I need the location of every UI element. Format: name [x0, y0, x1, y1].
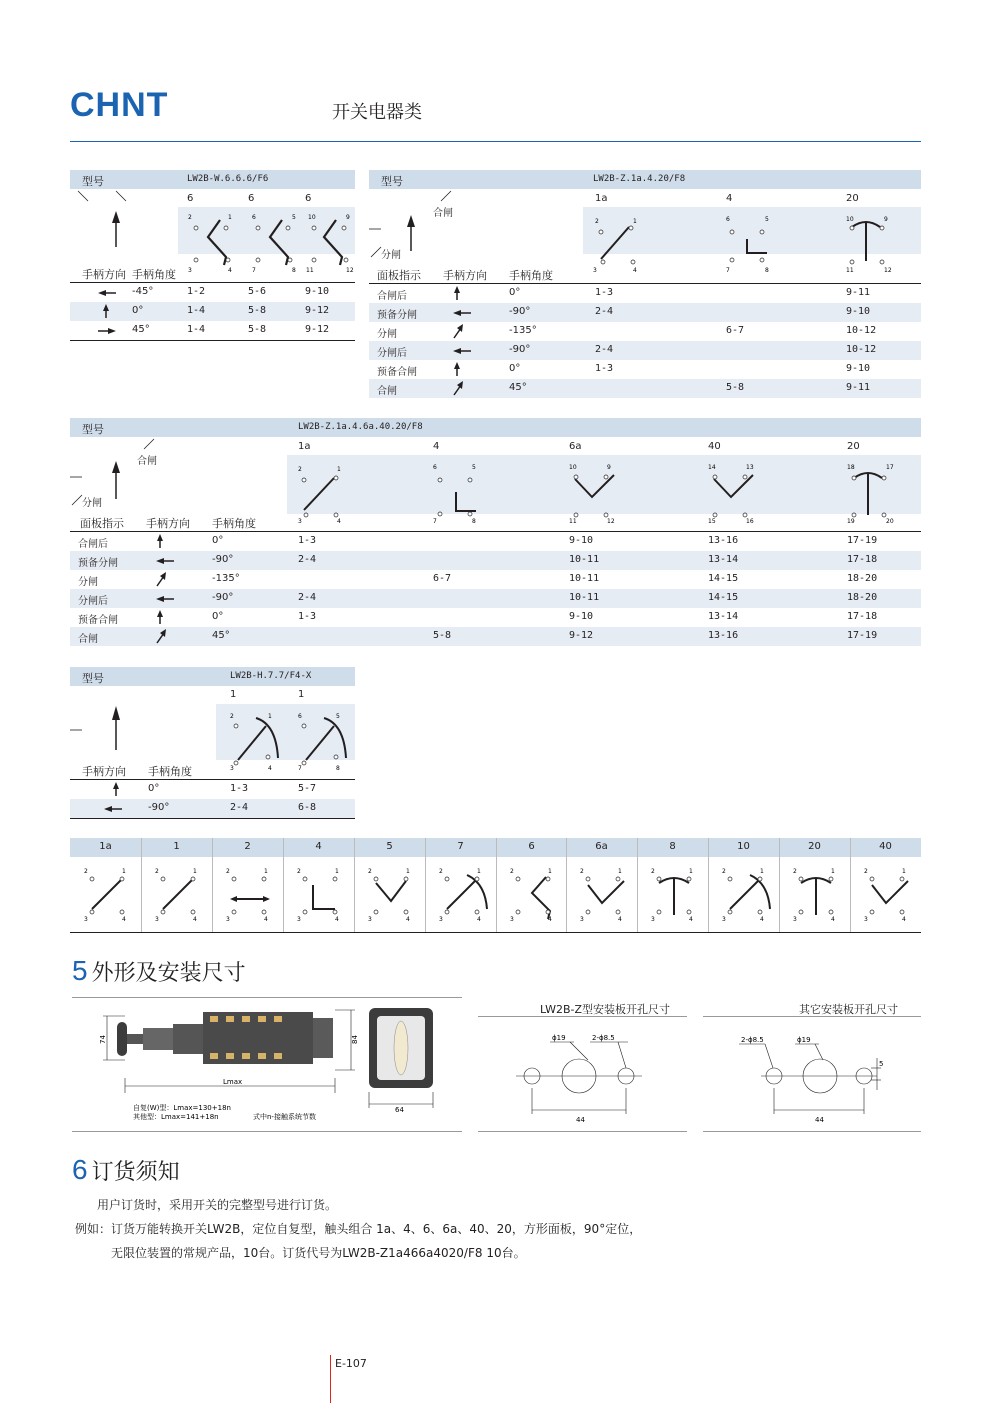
- label-open: 分闸: [381, 250, 401, 261]
- col-handle-direction: 手柄方向: [82, 268, 126, 281]
- col-panel-indicator: 面板指示: [377, 269, 421, 282]
- panel-indicator: 预备分闸: [377, 310, 417, 321]
- arrow-up-icon: [100, 303, 112, 319]
- arrow-left-icon: [154, 593, 176, 605]
- contact-cell: 1-3: [298, 535, 317, 546]
- switch-outline-drawing: [95, 998, 445, 1128]
- panel-indicator: 分闸: [78, 577, 98, 588]
- svg-text:2: 2: [226, 868, 230, 875]
- contact-cell: 2-4: [298, 592, 317, 603]
- contact-cell: 14-15: [708, 592, 739, 603]
- col-panel-indicator: 面板指示: [80, 517, 124, 530]
- svg-text:11: 11: [846, 267, 854, 274]
- table-row: [70, 551, 921, 570]
- dim-44-label: 44: [815, 1116, 824, 1124]
- svg-text:17: 17: [886, 464, 894, 471]
- svg-text:6: 6: [726, 216, 730, 223]
- label-close: 合闸: [433, 208, 453, 219]
- arrow-left-icon: [96, 287, 118, 299]
- svg-text:6: 6: [433, 464, 437, 471]
- chnt-logo: CHNT: [70, 86, 169, 124]
- order-example-1: 例如：订货万能转换开关LW2B，定位自复型，触头组合 1a、4、6、6a、40、20，方形面板，90°定位，: [75, 1222, 642, 1236]
- svg-text:1: 1: [335, 868, 339, 875]
- svg-text:3: 3: [188, 267, 192, 274]
- panel-indicator: 合闸后: [377, 291, 407, 302]
- table-row: [369, 360, 921, 379]
- col-handle-direction: 手柄方向: [82, 765, 126, 778]
- col-head: 6: [248, 193, 255, 204]
- col-head: 6: [305, 193, 312, 204]
- page-number-bar: [330, 1355, 331, 1403]
- table-row: [369, 322, 921, 341]
- svg-text:8: 8: [336, 765, 340, 772]
- svg-text:12: 12: [346, 267, 354, 274]
- contact-cell: 13-16: [708, 535, 739, 546]
- header-rule: [70, 141, 921, 142]
- svg-text:4: 4: [477, 916, 481, 923]
- lmax-note-2: 其他型：Lmax=141+18n: [133, 1113, 219, 1121]
- arrow-up-icon: [110, 781, 122, 797]
- svg-text:15: 15: [708, 518, 716, 525]
- table-row: 0° 1-4 5-8 9-12: [70, 302, 355, 321]
- contact-cell: 2-4: [595, 306, 614, 317]
- contact-type-legend: [70, 838, 921, 933]
- panel-indicator: 合闸: [377, 386, 397, 397]
- arrow-up-icon: [451, 361, 463, 377]
- model-code: LW2B-W.6.6.6/F6: [187, 174, 269, 184]
- svg-text:1: 1: [618, 868, 622, 875]
- panel-indicator: 预备分闸: [78, 558, 118, 569]
- svg-text:2: 2: [297, 868, 301, 875]
- svg-text:2: 2: [155, 868, 159, 875]
- svg-text:4: 4: [633, 267, 637, 274]
- col-handle-angle: 手柄角度: [148, 765, 192, 778]
- legend-type-label: 4: [315, 841, 322, 852]
- dim-44-label: 44: [576, 1116, 585, 1124]
- svg-text:4: 4: [548, 916, 552, 923]
- svg-text:2: 2: [595, 218, 599, 225]
- svg-text:4: 4: [228, 267, 232, 274]
- contact-cell: 2-4: [595, 344, 614, 355]
- handle-angle: 0°: [212, 535, 224, 546]
- section-5-title: 5 外形及安装尺寸: [72, 955, 246, 986]
- cutout-other-drawing: [703, 1018, 921, 1128]
- svg-text:3: 3: [226, 916, 230, 923]
- contact-cell: 13-16: [708, 630, 739, 641]
- svg-text:2: 2: [298, 466, 302, 473]
- svg-text:3: 3: [580, 916, 584, 923]
- contact-cell: 1-3: [298, 611, 317, 622]
- svg-text:4: 4: [618, 916, 622, 923]
- legend-type-label: 8: [669, 841, 676, 852]
- contact-cell: 14-15: [708, 573, 739, 584]
- contact-cell: 1-3: [595, 363, 614, 374]
- svg-text:3: 3: [793, 916, 797, 923]
- contact-diagram-8: [637, 857, 708, 933]
- svg-text:5: 5: [336, 713, 340, 720]
- contact-cell: 9-10: [569, 611, 594, 622]
- svg-text:2: 2: [722, 868, 726, 875]
- svg-text:3: 3: [510, 916, 514, 923]
- contact-diagram-5: [354, 857, 425, 933]
- panel-indicator: 分闸后: [377, 348, 407, 359]
- model-code: LW2B-Z.1a.4.20/F8: [593, 174, 686, 184]
- svg-text:2: 2: [510, 868, 514, 875]
- svg-text:1: 1: [406, 868, 410, 875]
- svg-text:4: 4: [831, 916, 835, 923]
- svg-text:3: 3: [722, 916, 726, 923]
- label-open: 分闸: [82, 498, 102, 509]
- dim-hole-label: 2-ϕ8.5: [741, 1036, 764, 1044]
- col-head: 1a: [595, 193, 608, 204]
- table-row: [70, 532, 921, 551]
- svg-text:1: 1: [337, 466, 341, 473]
- contact-cell: 9-10: [846, 363, 871, 374]
- contact-cell: 5-8: [433, 630, 452, 641]
- handle-angle: 0°: [509, 287, 521, 298]
- lmax-note-1: 自复(W)型：Lmax=130+18n: [133, 1104, 231, 1112]
- svg-text:20: 20: [886, 518, 894, 525]
- arrow-left-icon: [102, 803, 124, 815]
- svg-text:3: 3: [439, 916, 443, 923]
- svg-text:13: 13: [746, 464, 754, 471]
- svg-text:3: 3: [84, 916, 88, 923]
- dim-phi19-label: ϕ19: [797, 1036, 811, 1044]
- table-row: [369, 303, 921, 322]
- contact-cell: 6-7: [433, 573, 452, 584]
- order-example-2: 无限位装置的常规产品，10台。订货代号为LW2B-Z1a466a4020/F8 10台。: [111, 1246, 526, 1260]
- table-row: [70, 570, 921, 589]
- table-lw2b-z-1a-4-20: [369, 170, 921, 398]
- handle-angle: -90°: [509, 306, 531, 317]
- panel-indicator: 预备合闸: [78, 615, 118, 626]
- table-lw2b-w: [70, 170, 355, 342]
- contact-cell: 18-20: [847, 573, 878, 584]
- svg-text:4: 4: [337, 518, 341, 525]
- model-label: 型号: [82, 175, 104, 188]
- svg-text:1: 1: [689, 868, 693, 875]
- col-head: 6a: [569, 441, 582, 452]
- table-lw2b-z-1a-4-6a-40-20: [70, 418, 921, 646]
- contact-cell: 5-8: [726, 382, 745, 393]
- legend-type-label: 7: [457, 841, 464, 852]
- contact-cell: 6-7: [726, 325, 745, 336]
- svg-text:4: 4: [406, 916, 410, 923]
- svg-text:2: 2: [188, 214, 192, 221]
- table-row: [369, 379, 921, 398]
- panel-indicator: 分闸后: [78, 596, 108, 607]
- arrow-right-icon: [96, 325, 118, 337]
- contact-cell: 10-12: [846, 325, 877, 336]
- arrow-diagonal-icon: [154, 571, 168, 587]
- svg-text:2: 2: [793, 868, 797, 875]
- contact-cell: 17-19: [847, 630, 878, 641]
- svg-text:11: 11: [306, 267, 314, 274]
- dim-lmax-label: Lmax: [223, 1078, 243, 1086]
- arrow-diagonal-icon: [451, 380, 465, 396]
- contact-diagram-4: [283, 857, 354, 933]
- svg-text:4: 4: [902, 916, 906, 923]
- svg-text:7: 7: [298, 765, 302, 772]
- svg-text:2: 2: [84, 868, 88, 875]
- svg-text:5: 5: [472, 464, 476, 471]
- model-label: 型号: [381, 175, 403, 188]
- svg-text:1: 1: [268, 713, 272, 720]
- svg-text:10: 10: [846, 216, 854, 223]
- arrow-left-icon: [451, 307, 473, 319]
- panel-indicator: 分闸: [377, 329, 397, 340]
- table-row: -45° 1-2 5-6 9-10: [70, 283, 355, 302]
- col-handle-angle: 手柄角度: [212, 517, 256, 530]
- contact-cell: 13-14: [708, 611, 739, 622]
- svg-text:6: 6: [252, 214, 256, 221]
- svg-text:1: 1: [477, 868, 481, 875]
- svg-text:1: 1: [760, 868, 764, 875]
- col-handle-angle: 手柄角度: [132, 268, 176, 281]
- svg-text:19: 19: [847, 518, 855, 525]
- contact-cell: 13-14: [708, 554, 739, 565]
- table-row: [369, 341, 921, 360]
- col-head: 4: [433, 441, 440, 452]
- svg-text:7: 7: [433, 518, 437, 525]
- handle-diagram-t3: [70, 435, 921, 525]
- col-head: 40: [708, 441, 721, 452]
- contact-cell: 10-11: [569, 592, 600, 603]
- col-handle-direction: 手柄方向: [443, 269, 487, 282]
- contact-cell: 10-11: [569, 573, 600, 584]
- svg-text:12: 12: [884, 267, 892, 274]
- panel-indicator: 合闸后: [78, 539, 108, 550]
- svg-text:14: 14: [708, 464, 716, 471]
- contact-diagram-20: [779, 857, 850, 933]
- arrow-up-icon: [451, 285, 463, 301]
- svg-text:1: 1: [228, 214, 232, 221]
- svg-text:2: 2: [368, 868, 372, 875]
- dim-hole-label: 2-ϕ8.5: [592, 1034, 615, 1042]
- svg-text:1: 1: [831, 868, 835, 875]
- handle-angle: -90°: [212, 592, 234, 603]
- svg-text:1: 1: [193, 868, 197, 875]
- section-6-title: 6 订货须知: [72, 1154, 180, 1185]
- svg-text:1: 1: [633, 218, 637, 225]
- contact-diagram-1a: [70, 857, 141, 933]
- col-head: 1a: [298, 441, 311, 452]
- contact-cell: 17-18: [847, 554, 878, 565]
- handle-angle: 0°: [509, 363, 521, 374]
- dim-74-label: 74: [99, 1035, 107, 1044]
- svg-text:8: 8: [765, 267, 769, 274]
- svg-text:16: 16: [746, 518, 754, 525]
- svg-text:4: 4: [335, 916, 339, 923]
- page-number: E-107: [335, 1357, 367, 1370]
- svg-text:3: 3: [298, 518, 302, 525]
- svg-text:3: 3: [230, 765, 234, 772]
- table-row: [70, 589, 921, 608]
- legend-type-label: 1: [173, 841, 180, 852]
- model-code: LW2B-Z.1a.4.6a.40.20/F8: [298, 422, 423, 432]
- svg-text:8: 8: [472, 518, 476, 525]
- contact-diagram-10: [708, 857, 779, 933]
- svg-text:1: 1: [122, 868, 126, 875]
- legend-type-label: 10: [737, 841, 750, 852]
- svg-text:2: 2: [230, 713, 234, 720]
- contact-cell: 17-18: [847, 611, 878, 622]
- legend-type-label: 5: [386, 841, 393, 852]
- arrow-left-icon: [451, 345, 473, 357]
- svg-text:4: 4: [264, 916, 268, 923]
- svg-text:1: 1: [902, 868, 906, 875]
- contact-cell: 1-3: [595, 287, 614, 298]
- contact-diagram-40: [850, 857, 921, 933]
- svg-text:18: 18: [847, 464, 855, 471]
- col-handle-direction: 手柄方向: [146, 517, 190, 530]
- table-row: 0° 1-3 5-7: [70, 780, 355, 799]
- legend-type-label: 1a: [99, 841, 112, 852]
- handle-angle: -135°: [212, 573, 240, 584]
- model-label: 型号: [82, 672, 104, 685]
- handle-angle: -135°: [509, 325, 537, 336]
- col-head: 20: [846, 193, 859, 204]
- svg-text:11: 11: [569, 518, 577, 525]
- contact-diagram-2: [212, 857, 283, 933]
- contact-cell: 10-12: [846, 344, 877, 355]
- svg-text:7: 7: [726, 267, 730, 274]
- cutout-lw2b-z-drawing: [478, 1018, 687, 1128]
- svg-text:8: 8: [292, 267, 296, 274]
- arrow-diagonal-icon: [451, 323, 465, 339]
- svg-text:10: 10: [569, 464, 577, 471]
- handle-angle: -90°: [212, 554, 234, 565]
- contact-cell: 18-20: [847, 592, 878, 603]
- svg-text:4: 4: [760, 916, 764, 923]
- legend-type-label: 6: [528, 841, 535, 852]
- svg-text:12: 12: [607, 518, 615, 525]
- contact-cell: 9-10: [846, 306, 871, 317]
- table-row: -90° 2-4 6-8: [70, 799, 355, 818]
- model-code: LW2B-H.7.7/F4-X: [230, 671, 312, 681]
- svg-text:1: 1: [264, 868, 268, 875]
- handle-diagram-t1: [70, 187, 355, 274]
- svg-text:6: 6: [298, 713, 302, 720]
- arrow-up-icon: [154, 609, 166, 625]
- contact-cell: 9-10: [569, 535, 594, 546]
- svg-text:5: 5: [292, 214, 296, 221]
- arrow-left-icon: [154, 555, 176, 567]
- arrow-diagonal-icon: [154, 628, 168, 644]
- svg-text:9: 9: [607, 464, 611, 471]
- handle-angle: 45°: [212, 630, 230, 641]
- handle-diagram-t2: [369, 187, 921, 274]
- dim-84-label: 84: [351, 1035, 359, 1044]
- table-row: [70, 627, 921, 646]
- dim-phi19-label: ϕ19: [552, 1034, 566, 1042]
- contact-diagram-7: [425, 857, 496, 933]
- label-close: 合闸: [137, 456, 157, 467]
- svg-text:2: 2: [651, 868, 655, 875]
- svg-text:2: 2: [439, 868, 443, 875]
- contact-cell: 9-12: [569, 630, 594, 641]
- dim-64-label: 64: [395, 1106, 404, 1114]
- contact-diagram-6: [496, 857, 567, 933]
- col-head: 20: [847, 441, 860, 452]
- contact-diagram-1: [141, 857, 212, 933]
- cutout-lw2b-z-title: LW2B-Z型安装板开孔尺寸: [540, 1003, 671, 1016]
- svg-text:9: 9: [884, 216, 888, 223]
- arrow-up-icon: [154, 533, 166, 549]
- col-head: 6: [187, 193, 194, 204]
- legend-type-label: 6a: [595, 841, 608, 852]
- legend-type-label: 20: [808, 841, 821, 852]
- table-row: 45° 1-4 5-8 9-12: [70, 321, 355, 340]
- svg-text:3: 3: [593, 267, 597, 274]
- legend-type-label: 40: [879, 841, 892, 852]
- svg-text:3: 3: [297, 916, 301, 923]
- col-head: 4: [726, 193, 733, 204]
- svg-text:3: 3: [864, 916, 868, 923]
- svg-text:5: 5: [765, 216, 769, 223]
- svg-text:7: 7: [252, 267, 256, 274]
- table-lw2b-h: [70, 667, 355, 819]
- svg-text:9: 9: [346, 214, 350, 221]
- dim-5-label: 5: [879, 1060, 884, 1068]
- contact-cell: 9-11: [846, 287, 871, 298]
- svg-text:3: 3: [368, 916, 372, 923]
- svg-text:4: 4: [122, 916, 126, 923]
- panel-indicator: 预备合闸: [377, 367, 417, 378]
- svg-text:3: 3: [651, 916, 655, 923]
- order-instruction: 用户订货时，采用开关的完整型号进行订货。: [97, 1198, 338, 1212]
- table-row: [70, 608, 921, 627]
- handle-angle: 45°: [509, 382, 527, 393]
- cutout-other-title: 其它安装板开孔尺寸: [799, 1003, 898, 1016]
- col-handle-angle: 手柄角度: [509, 269, 553, 282]
- svg-text:1: 1: [548, 868, 552, 875]
- legend-type-label: 2: [244, 841, 251, 852]
- contact-cell: 9-11: [846, 382, 871, 393]
- svg-text:4: 4: [268, 765, 272, 772]
- contact-cell: 10-11: [569, 554, 600, 565]
- lmax-note-3: 式中n-接触系统节数: [253, 1113, 316, 1121]
- svg-text:4: 4: [689, 916, 693, 923]
- col-head: 1: [298, 689, 305, 700]
- handle-angle: 0°: [212, 611, 224, 622]
- handle-diagram-t4: [70, 684, 355, 774]
- svg-text:2: 2: [864, 868, 868, 875]
- svg-text:3: 3: [155, 916, 159, 923]
- svg-text:4: 4: [193, 916, 197, 923]
- contact-diagram-6a: [566, 857, 637, 933]
- page-category-title: 开关电器类: [332, 102, 422, 123]
- handle-angle: -90°: [509, 344, 531, 355]
- contact-cell: 2-4: [298, 554, 317, 565]
- svg-text:2: 2: [580, 868, 584, 875]
- svg-text:10: 10: [308, 214, 316, 221]
- col-head: 1: [230, 689, 237, 700]
- panel-indicator: 合闸: [78, 634, 98, 645]
- table-row: [369, 284, 921, 303]
- contact-cell: 17-19: [847, 535, 878, 546]
- model-label: 型号: [82, 423, 104, 436]
